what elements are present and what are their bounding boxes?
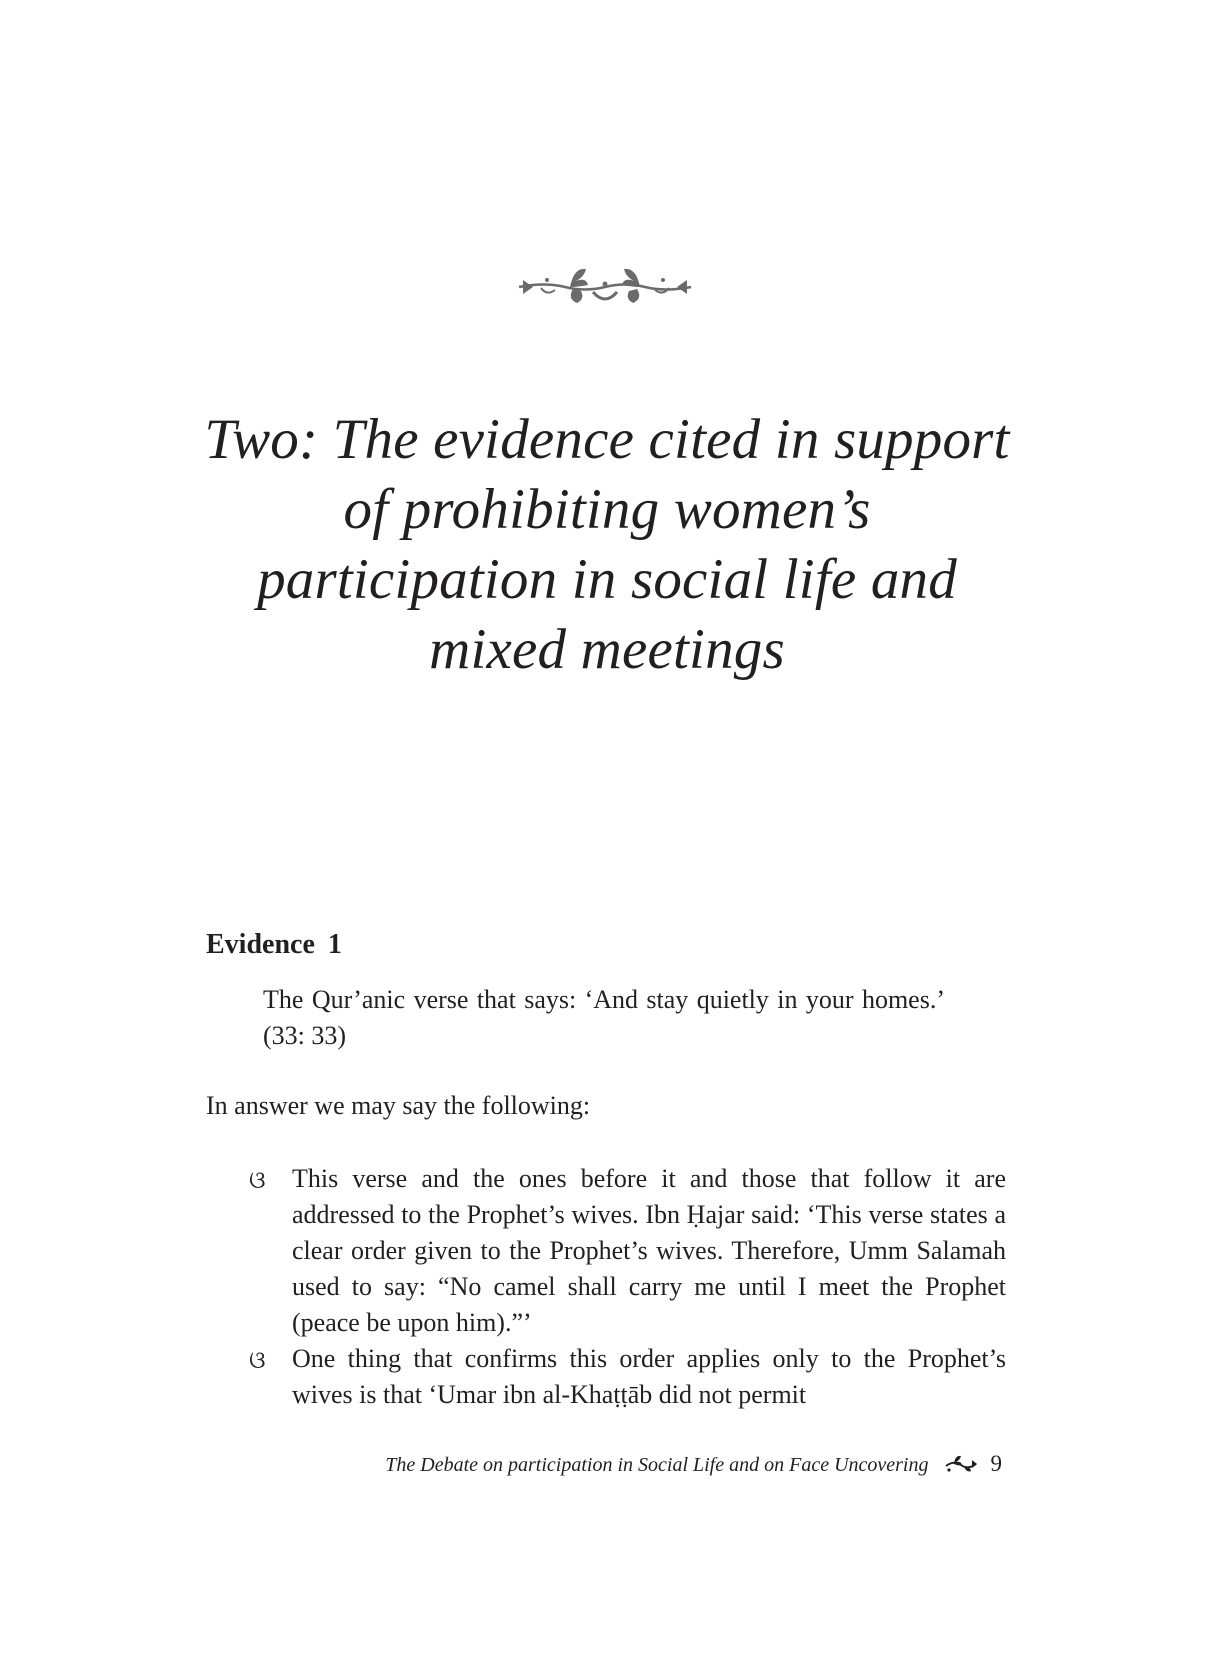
curl-bullet-icon: ଓ xyxy=(249,1348,266,1374)
running-title: The Debate on participation in Social Life and on Face Uncovering xyxy=(385,1454,929,1476)
list-item-text: This verse and the ones before it and those that follow it are addressed to the Prophet’s wives. Ibn Ḥajar said: ‘This verse states a clear order given to the Prophet’s wives. Therefore, Umm Salamah used to say: “No camel shall carry me until I meet the Prophet (peace be upon him).”’ xyxy=(292,1164,1006,1337)
block-quote: The Qur’anic verse that says: ‘And stay quietly in your homes.’ (33: 33) xyxy=(263,985,945,1050)
page-number: 9 xyxy=(990,1451,1002,1476)
answer-list xyxy=(206,1161,1006,1413)
list-item-text: One thing that confirms this order applies only to the Prophet’s wives is that ‘Umar ibn al-Khaṭṭāb did not permit xyxy=(292,1344,1006,1409)
floral-divider-icon xyxy=(515,262,695,312)
page-footer xyxy=(385,1451,1002,1478)
list-item xyxy=(206,1161,1006,1341)
list-item xyxy=(206,1341,1006,1413)
section-heading: Evidence 1 xyxy=(206,929,342,960)
curl-bullet-icon: ଓ xyxy=(249,1168,266,1194)
intro-paragraph: In answer we may say the following: xyxy=(206,1091,591,1120)
chapter-title: Two: The evidence cited in support of prohibiting women’s participation in social life and mixed meetings xyxy=(204,408,1010,681)
small-floral-icon xyxy=(944,1454,978,1474)
